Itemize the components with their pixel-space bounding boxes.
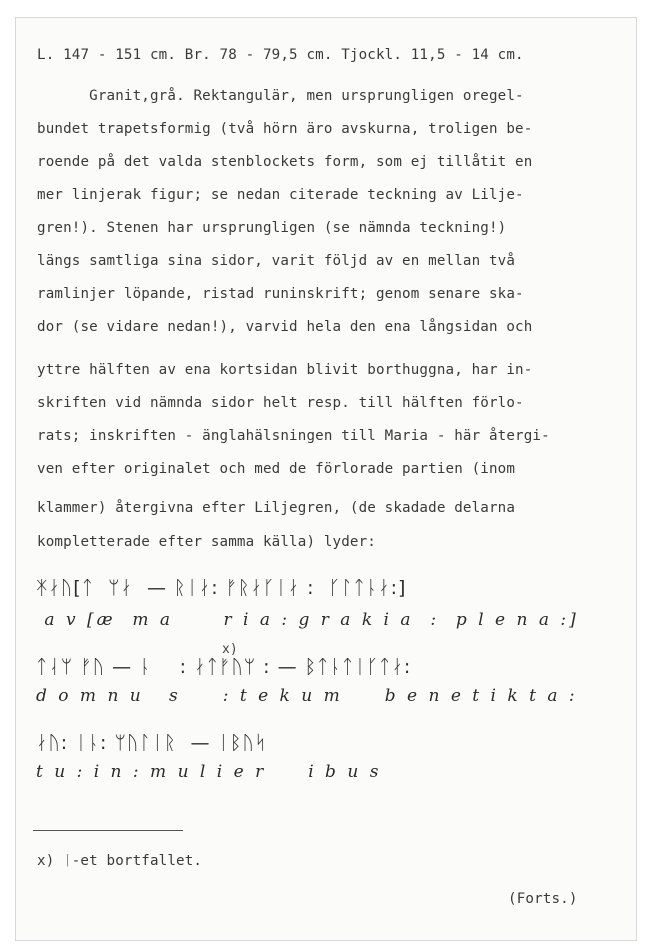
body-line: bundet trapetsformig (två hörn äro avskurna, troligen be-: [37, 121, 533, 137]
body-line: skriften vid nämnda sidor helt resp. till hälften förlo-: [37, 395, 524, 411]
footnote-marker: x): [222, 642, 238, 657]
continuation-note: (Forts.): [508, 891, 578, 907]
body-line: yttre hälften av ena kortsidan blivit borthuggna, har in-: [37, 362, 533, 378]
body-line: ven efter originalet och med de förlorade partien (inom: [37, 461, 516, 477]
runic-line: ᛅᚢ: ᛁᚿ: ᛘᚢᛚᛁᚱ — ᛁᛒᚢᛋ: [36, 732, 268, 754]
body-line: dor (se vidare nedan!), varvid hela den ena långsidan och: [37, 319, 533, 335]
body-line: längs samtliga sina sidor, varit följd av en mellan två: [37, 253, 516, 269]
body-line: roende på det valda stenblockets form, som ej tillåtit en: [37, 154, 533, 170]
runic-line: ᛏᛆᛘ ᚠᚢ — ᚿ : ᛅᛏᚠᚢᛘ : — ᛒᛏᚿᛏᛁᚴᛏᛅ:: [36, 656, 412, 678]
body-line: Granit,grå. Rektangulär, men ursprungligen oregel-: [37, 88, 524, 104]
body-line: mer linjerak figur; se nedan citerade teckning av Lilje-: [37, 187, 524, 203]
body-line: rats; inskriften - änglahälsningen till Maria - här återgi-: [37, 428, 550, 444]
transliteration-line: d o m n u s : t e k u m b e n e t i k t a :: [36, 686, 578, 706]
body-line: kompletterade efter samma källa) lyder:: [37, 534, 376, 550]
footnote: x) ᛁ-et bortfallet.: [37, 853, 203, 869]
body-line: ramlinjer löpande, ristad runinskrift; genom senare ska-: [37, 286, 524, 302]
body-line: klammer) återgivna efter Liljegren, (de skadade delarna: [37, 500, 516, 516]
measurements-header: L. 147 - 151 cm. Br. 78 - 79,5 cm. Tjockl. 11,5 - 14 cm.: [37, 47, 524, 63]
runic-line: ᛡᛅᚢ[ᛏ ᛘᛅ — ᚱᛁᛅ: ᚠᚱᛅᚴᛁᛅ : ᚴᛚᛏᚿᛅ:]: [36, 577, 407, 599]
body-line: gren!). Stenen har ursprungligen (se nämnda teckning!): [37, 220, 507, 236]
footnote-divider: [33, 830, 183, 831]
transliteration-line: a v [æ m a r i a : g r a k i a : p l e n a :]: [36, 610, 579, 630]
transliteration-line: t u : i n : m u l i e r i b u s: [36, 762, 382, 782]
